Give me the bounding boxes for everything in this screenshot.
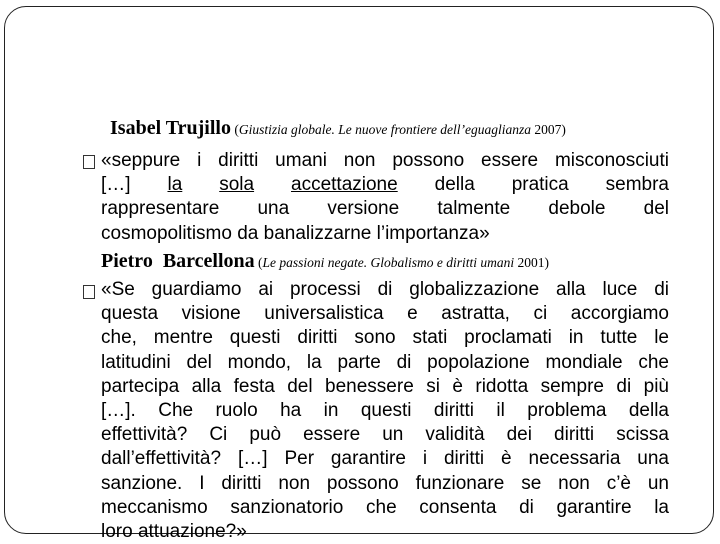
quote-line: rappresentare una versione talmente debole del <box>101 198 669 220</box>
quote-line: latitudini del mondo, la parte di popolazione mondiale che <box>101 351 669 373</box>
quote-fragment <box>254 174 291 195</box>
quote-line: sanzione. I diritti non possono funzionare se non c’è un <box>101 472 669 494</box>
quote-line: questa visione universalistica e astratta, ci accorgiamo <box>101 303 669 325</box>
quote-line: effettività? Ci può essere un validità dei diritti scissa <box>101 424 669 446</box>
quote-line: «seppure i diritti umani non possono essere misconosciuti <box>101 150 669 171</box>
bullet-box-icon <box>83 155 95 169</box>
quote-line: «Se guardiamo ai processi di globalizzazione alla luce di <box>101 279 669 300</box>
book-title: Giustizia globale. Le nuove frontiere dell’eguaglianza <box>238 122 532 137</box>
underlined-word: la <box>167 174 183 196</box>
quote-line: che, mentre questi diritti sono stati proclamati in tutte le <box>101 327 669 349</box>
citation-open-paren: ( <box>254 255 263 270</box>
quote-trujillo <box>101 149 669 246</box>
underlined-word: sola <box>219 174 255 196</box>
author-name: Pietro Barcellona <box>101 250 255 272</box>
author-name: Isabel Trujillo <box>110 117 231 139</box>
quote-line: meccanismo sanzionatorio che consenta di garantire la <box>101 496 669 518</box>
quote-fragment: […] <box>101 174 168 196</box>
citation-barcellona <box>101 250 549 273</box>
publication-year: 2001) <box>514 255 550 270</box>
quote-fragment <box>182 174 219 195</box>
quote-fragment: della pratica sembra <box>397 174 670 196</box>
quote-line: […]. Che ruolo ha in questi diritti il problema della <box>101 400 669 422</box>
book-title: Le passioni negate. Globalismo e diritti umani <box>262 255 515 270</box>
quote-line: cosmopolitismo da banalizzarne l’importanza» <box>101 222 490 244</box>
quote-line <box>101 173 669 197</box>
bullet-box-icon <box>83 285 95 299</box>
quote-line: loro attuazione?» <box>101 521 247 543</box>
publication-year: 2007) <box>531 122 566 137</box>
quote-line: partecipa alla festa del benessere si è ridotta sempre di più <box>101 375 669 397</box>
citation-open-paren: ( <box>230 122 239 137</box>
quote-line: dall’effettività? […] Per garantire i diritti è necessaria una <box>101 448 669 470</box>
citation-trujillo <box>110 117 566 140</box>
underlined-word: accettazione <box>291 174 398 196</box>
quote-barcellona <box>101 278 669 544</box>
